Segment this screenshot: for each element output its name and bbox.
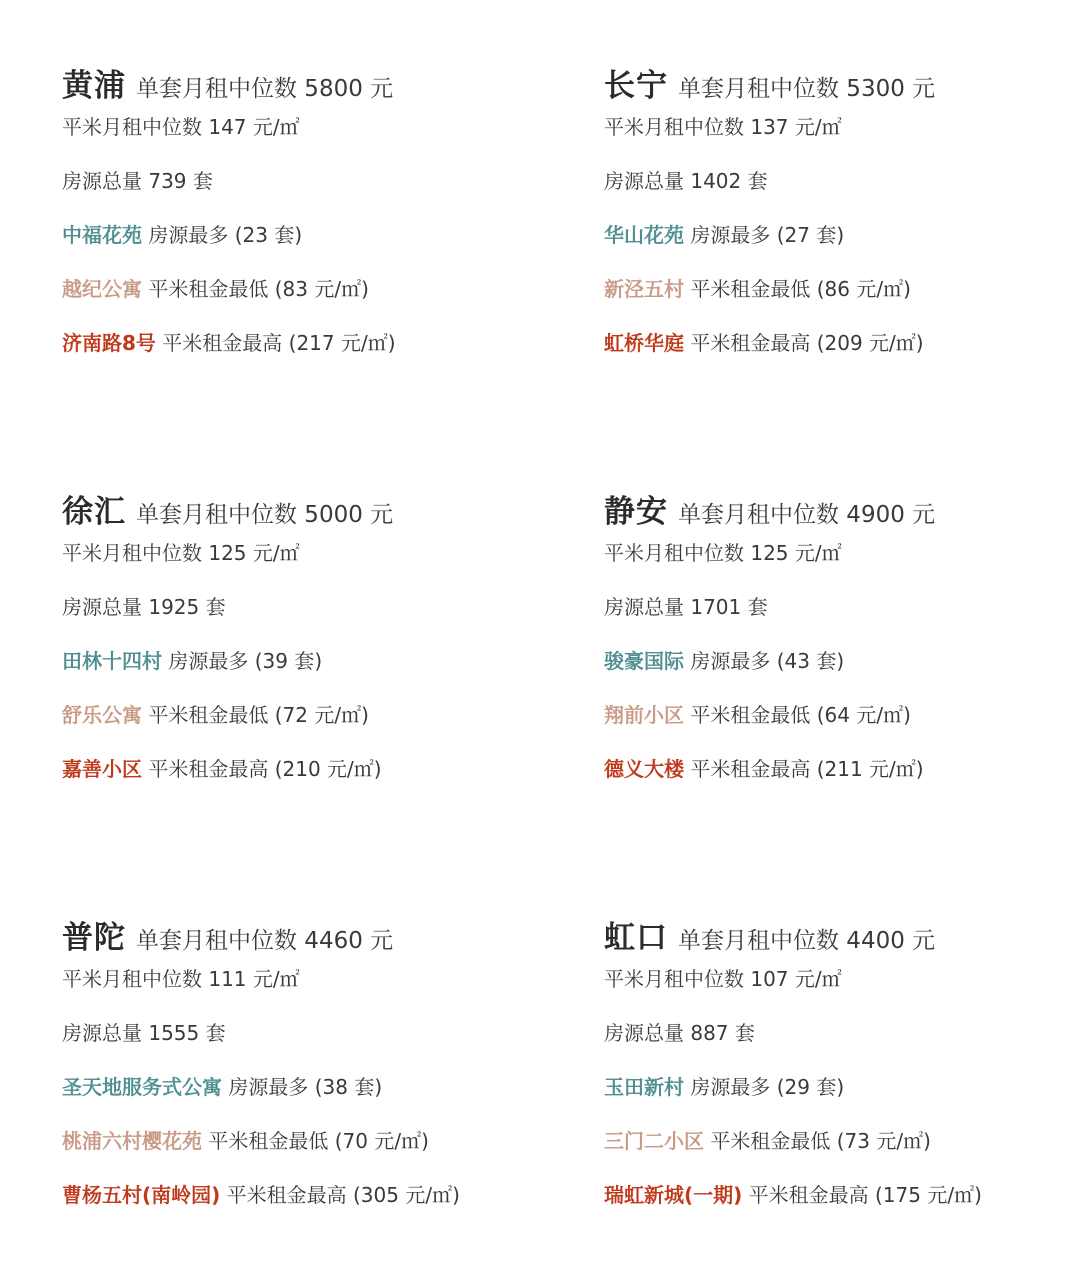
- highest-rent-row: [604, 330, 924, 356]
- listing-total: 房源总量 887 套: [604, 1021, 755, 1045]
- lowest-rent-estate: 越纪公寓: [62, 277, 142, 301]
- district-name: 黄浦: [62, 68, 126, 104]
- median-rent: 单套月租中位数 5000 元: [136, 502, 394, 528]
- most-listings-text: 房源最多 (39 套): [168, 649, 323, 673]
- listing-total: 房源总量 1701 套: [604, 595, 768, 619]
- district-heading: [62, 486, 532, 530]
- most-listings-estate: 玉田新村: [604, 1075, 684, 1099]
- sqm-median: 平米月租中位数 137 元/㎡: [604, 115, 842, 139]
- lowest-rent-estate: 舒乐公寓: [62, 703, 142, 727]
- most-listings-estate: 圣天地服务式公寓: [62, 1075, 222, 1099]
- highest-rent-row: [604, 756, 924, 782]
- highest-rent-estate: 瑞虹新城(一期): [604, 1183, 743, 1207]
- most-listings-text: 房源最多 (23 套): [148, 223, 303, 247]
- highest-rent-text: 平米租金最高 (305 元/㎡): [226, 1183, 460, 1207]
- lowest-rent-row: [604, 276, 911, 302]
- district-name: 静安: [604, 494, 668, 530]
- median-rent: 单套月租中位数 4400 元: [678, 928, 936, 954]
- lowest-rent-estate: 新泾五村: [604, 277, 684, 301]
- highest-rent-row: [62, 756, 382, 782]
- most-listings-estate: 华山花苑: [604, 223, 684, 247]
- median-rent: 单套月租中位数 4460 元: [136, 928, 394, 954]
- most-listings-row: [62, 222, 302, 248]
- highest-rent-text: 平米租金最高 (210 元/㎡): [148, 757, 382, 781]
- highest-rent-row: [62, 330, 396, 356]
- district-heading: [604, 60, 1074, 104]
- lowest-rent-text: 平米租金最低 (72 元/㎡): [148, 703, 369, 727]
- highest-rent-text: 平米租金最高 (211 元/㎡): [690, 757, 924, 781]
- district-card: [604, 486, 1074, 781]
- lowest-rent-row: [62, 276, 369, 302]
- listing-total: 房源总量 1402 套: [604, 169, 768, 193]
- district-card: [62, 912, 532, 1207]
- highest-rent-row: [604, 1182, 982, 1208]
- most-listings-estate: 田林十四村: [62, 649, 162, 673]
- most-listings-row: [604, 222, 844, 248]
- sqm-median: 平米月租中位数 125 元/㎡: [62, 541, 300, 565]
- highest-rent-estate: 曹杨五村(南岭园): [62, 1183, 221, 1207]
- lowest-rent-estate: 三门二小区: [604, 1129, 704, 1153]
- most-listings-text: 房源最多 (29 套): [690, 1075, 845, 1099]
- highest-rent-text: 平米租金最高 (175 元/㎡): [748, 1183, 982, 1207]
- lowest-rent-text: 平米租金最低 (70 元/㎡): [208, 1129, 429, 1153]
- lowest-rent-estate: 桃浦六村樱花苑: [62, 1129, 202, 1153]
- district-heading: [62, 60, 532, 104]
- district-heading: [62, 912, 532, 956]
- most-listings-text: 房源最多 (38 套): [228, 1075, 383, 1099]
- listing-total: 房源总量 1555 套: [62, 1021, 226, 1045]
- most-listings-text: 房源最多 (43 套): [690, 649, 845, 673]
- lowest-rent-text: 平米租金最低 (86 元/㎡): [690, 277, 911, 301]
- sqm-median: 平米月租中位数 125 元/㎡: [604, 541, 842, 565]
- highest-rent-estate: 德义大楼: [604, 757, 684, 781]
- most-listings-row: [604, 648, 844, 674]
- lowest-rent-row: [604, 1128, 931, 1154]
- listing-total: 房源总量 739 套: [62, 169, 213, 193]
- lowest-rent-row: [62, 702, 369, 728]
- median-rent: 单套月租中位数 5300 元: [678, 76, 936, 102]
- most-listings-estate: 骏豪国际: [604, 649, 684, 673]
- district-card: [604, 60, 1074, 355]
- lowest-rent-text: 平米租金最低 (73 元/㎡): [710, 1129, 931, 1153]
- most-listings-row: [604, 1074, 844, 1100]
- lowest-rent-text: 平米租金最低 (64 元/㎡): [690, 703, 911, 727]
- most-listings-text: 房源最多 (27 套): [690, 223, 845, 247]
- lowest-rent-text: 平米租金最低 (83 元/㎡): [148, 277, 369, 301]
- sqm-median: 平米月租中位数 147 元/㎡: [62, 115, 300, 139]
- district-name: 长宁: [604, 68, 668, 104]
- highest-rent-text: 平米租金最高 (209 元/㎡): [690, 331, 924, 355]
- district-name: 徐汇: [62, 494, 126, 530]
- district-name: 普陀: [62, 920, 126, 956]
- median-rent: 单套月租中位数 4900 元: [678, 502, 936, 528]
- district-card: [62, 486, 532, 781]
- median-rent: 单套月租中位数 5800 元: [136, 76, 394, 102]
- highest-rent-estate: 虹桥华庭: [604, 331, 684, 355]
- sqm-median: 平米月租中位数 111 元/㎡: [62, 967, 300, 991]
- highest-rent-estate: 嘉善小区: [62, 757, 142, 781]
- highest-rent-estate: 济南路8号: [62, 331, 156, 355]
- district-card: [604, 912, 1074, 1207]
- lowest-rent-estate: 翔前小区: [604, 703, 684, 727]
- district-name: 虹口: [604, 920, 668, 956]
- most-listings-row: [62, 648, 322, 674]
- lowest-rent-row: [604, 702, 911, 728]
- district-heading: [604, 912, 1074, 956]
- highest-rent-row: [62, 1182, 460, 1208]
- district-heading: [604, 486, 1074, 530]
- most-listings-estate: 中福花苑: [62, 223, 142, 247]
- most-listings-row: [62, 1074, 382, 1100]
- district-card: [62, 60, 532, 355]
- sqm-median: 平米月租中位数 107 元/㎡: [604, 967, 842, 991]
- highest-rent-text: 平米租金最高 (217 元/㎡): [162, 331, 396, 355]
- listing-total: 房源总量 1925 套: [62, 595, 226, 619]
- lowest-rent-row: [62, 1128, 429, 1154]
